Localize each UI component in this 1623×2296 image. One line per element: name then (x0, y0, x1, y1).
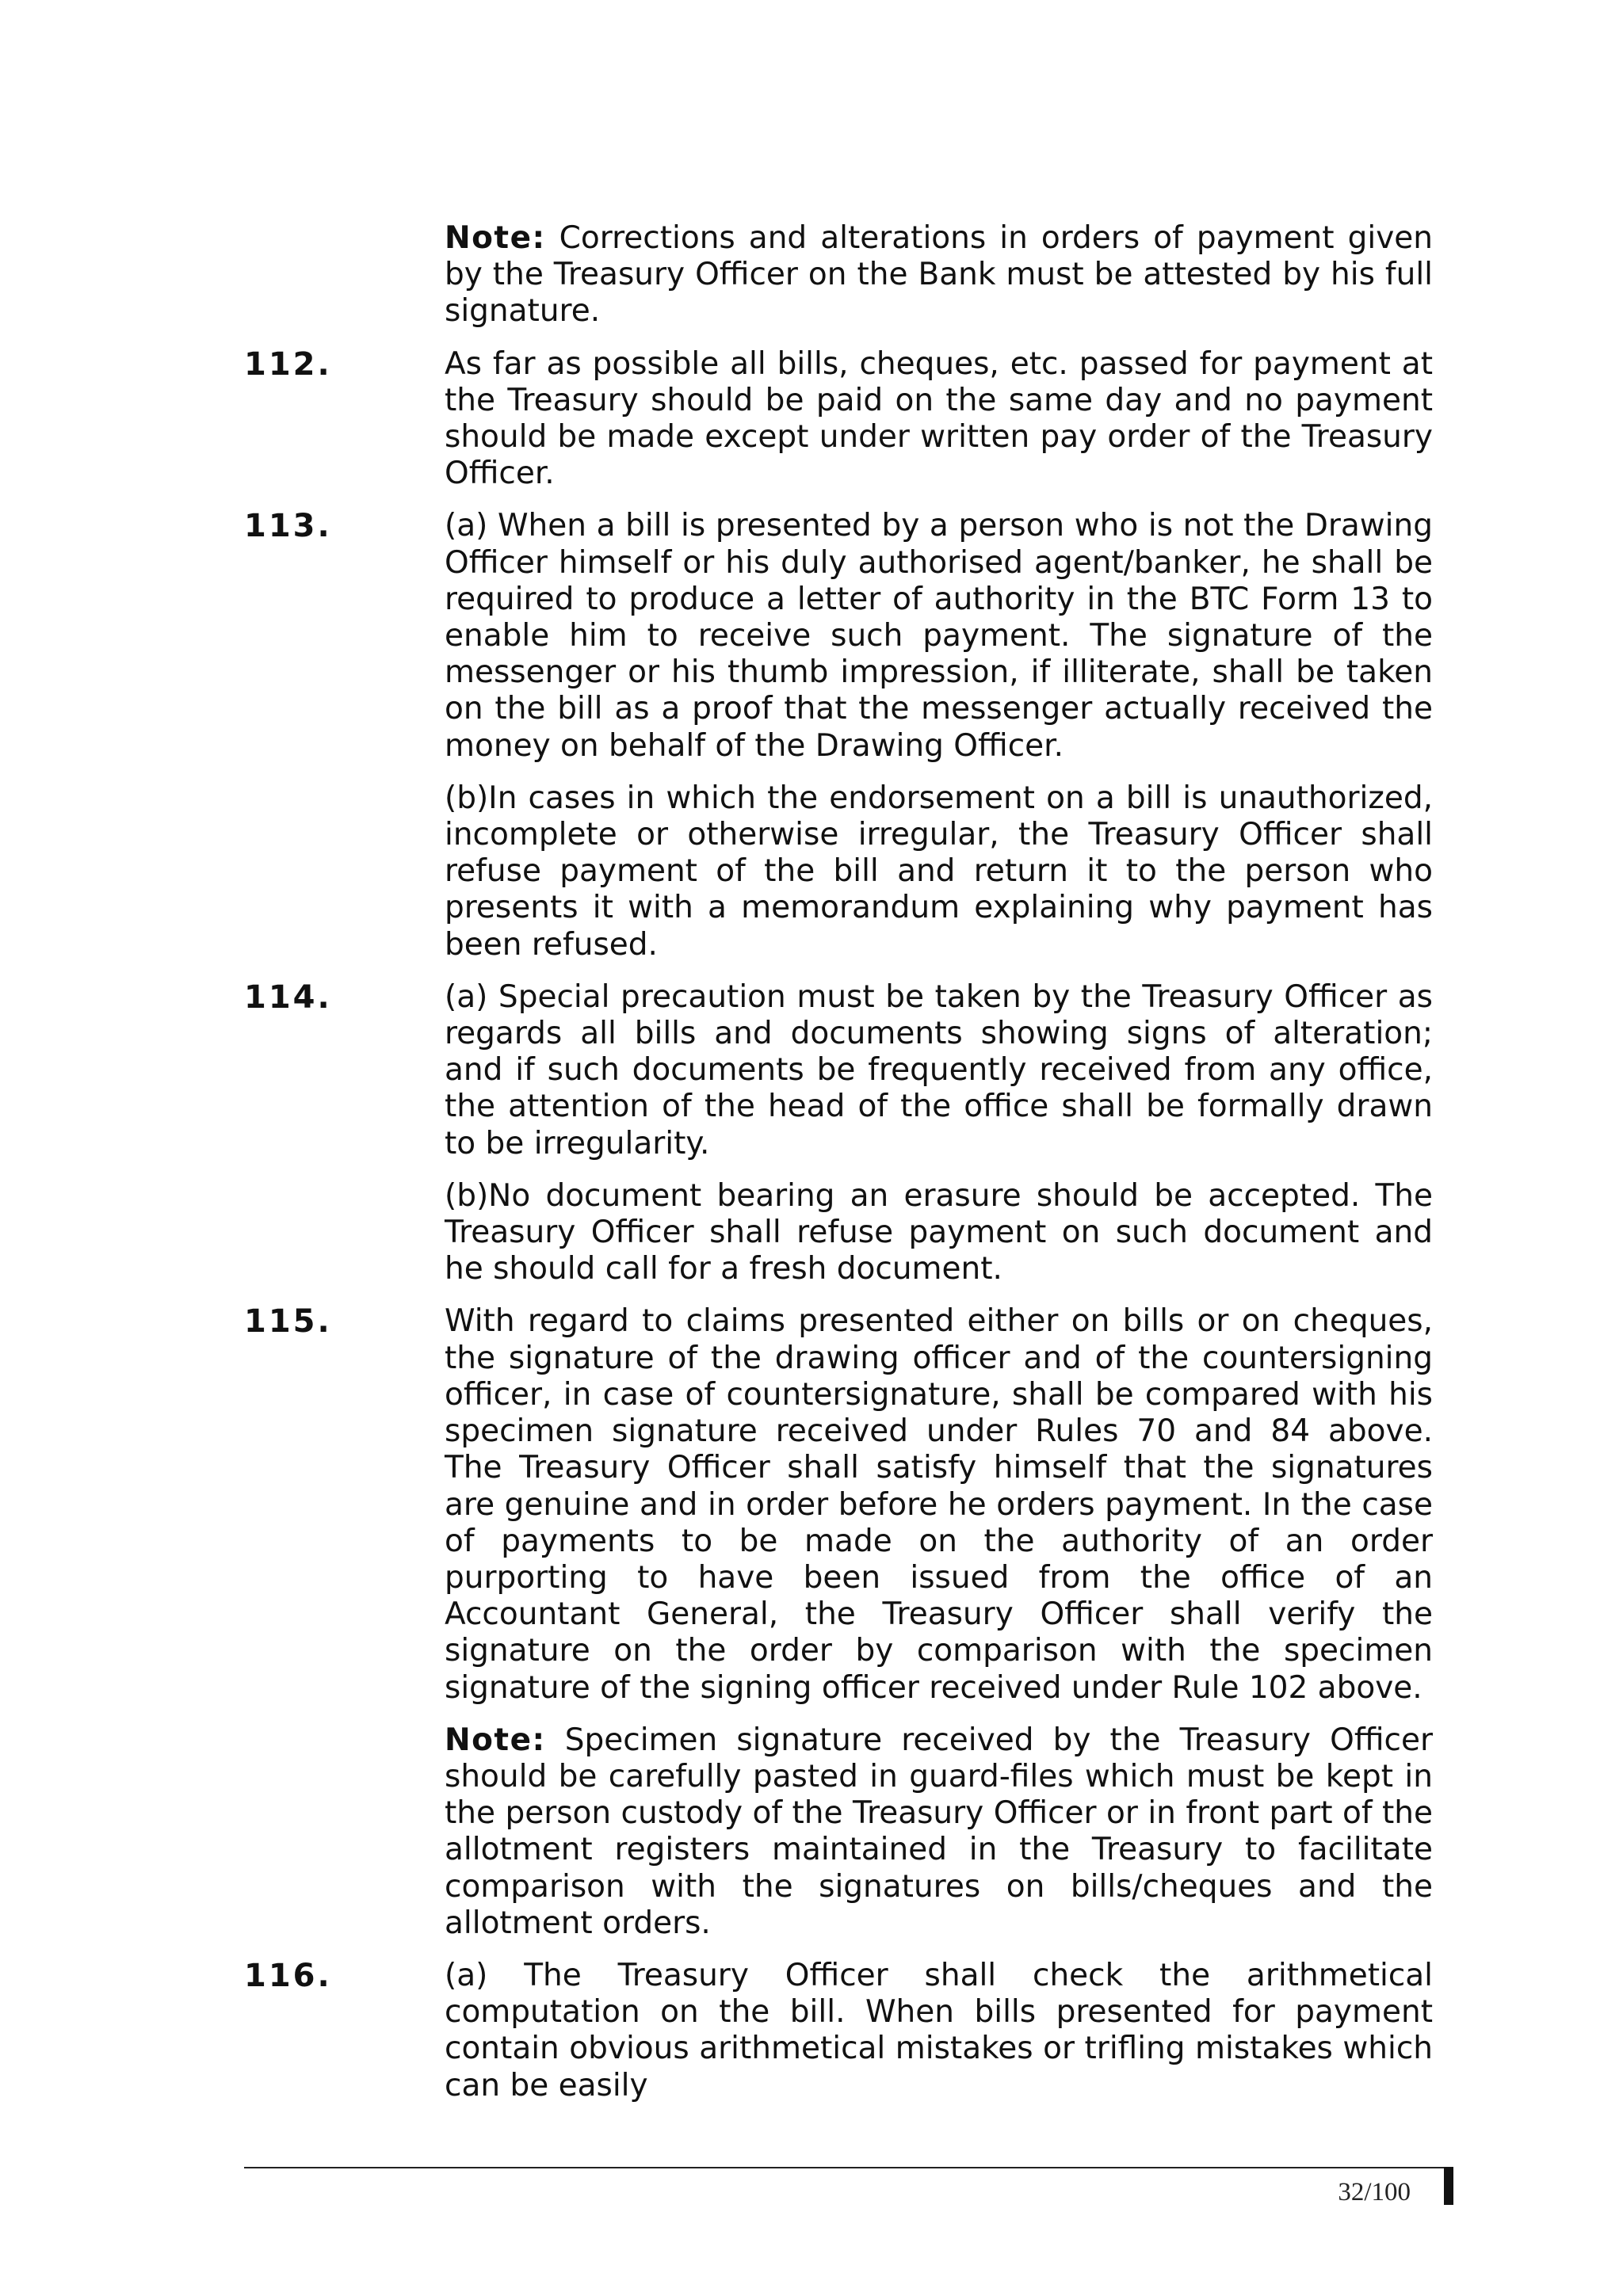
rule-block (244, 1303, 1433, 1941)
rules-list (244, 346, 1433, 2104)
paragraph-text: As far as possible all bills, cheques, etc. passed for payment at the Treasury should be paid on the same day and no payment should be made except under written pay order of the Treasury Officer. (445, 345, 1433, 492)
rule-body (445, 1958, 1433, 2104)
note-text: Corrections and alterations in orders of payment given by the Treasury Officer on the Bank must be attested by his full signature. (445, 220, 1433, 330)
rule-number: 116. (244, 1957, 332, 1994)
rule-body (445, 508, 1433, 963)
rule-paragraph (445, 780, 1433, 963)
paragraph-text: (a) Special precaution must be taken by the Treasury Officer as regards all bills and documents showing signs of alteration; and if such documents be frequently received from any office, the attention of the head of the office shall be formally drawn to be irregularity. (445, 978, 1433, 1161)
note-label: Note: (445, 220, 546, 256)
rule-paragraph (445, 346, 1433, 493)
paragraph-text: (b)In cases in which the endorsement on a bill is unauthorized, incomplete or otherwise irregular, the Treasury Officer shall refuse payment of the bill and return it to the person who presents it with a memorandum explaining why payment has been refused. (445, 780, 1433, 963)
rule-block (244, 1958, 1433, 2104)
rule-paragraph (445, 1303, 1433, 1706)
paragraph-text: (b)No document bearing an erasure should be accepted. The Treasury Officer shall refuse payment on such document and he should call for a fresh document. (445, 1177, 1433, 1287)
paragraph-text: (a) When a bill is presented by a person who is not the Drawing Officer himself or his duly authorised agent/banker, he shall be required to produce a letter of authority in the BTC Form 13 to enable him to receive such payment. The signature of the messenger or his thumb impression, if illiterate, shall be taken on the bill as a proof that the messenger actually received the money on behalf of the Drawing Officer. (445, 508, 1433, 764)
rule-paragraph (445, 979, 1433, 1162)
rule-paragraph (445, 1958, 1433, 2104)
footer-rule (244, 2167, 1445, 2168)
rule-paragraph (445, 1178, 1433, 1288)
page-content (244, 220, 1433, 2120)
rule-body (445, 979, 1433, 1288)
paragraph-text: (a) The Treasury Officer shall check the arithmetical computation on the bill. When bills presented for payment contain obvious arithmetical mistakes or trifling mistakes which can be easily (445, 1957, 1433, 2103)
paragraph-text: With regard to claims presented either on bills or on cheques, the signature of the drawing officer and of the countersigning officer, in case of countersignature, shall be compared with his specimen signature received under Rules 70 and 84 above. The Treasury Officer shall satisfy himself that the signatures are genuine and in order before he orders payment. In the case of payments to be made on the authority of an order purporting to have been issued from the office of an Accountant General, the Treasury Officer shall verify the signature on the order by comparison with the specimen signature of the signing officer received under Rule 102 above. (445, 1303, 1433, 1706)
paragraph-text: Specimen signature received by the Treasury Officer should be carefully pasted in guard-files which must be kept in the person custody of the Treasury Officer or in front part of the allotment registers maintained in the Treasury to facilitate comparison with the signatures on bills/cheques and the allotment orders. (445, 1722, 1433, 1941)
rule-number: 114. (244, 978, 332, 1016)
rule-body (445, 346, 1433, 493)
rule-body (445, 1303, 1433, 1941)
rule-paragraph (445, 508, 1433, 764)
rule-block (244, 508, 1433, 963)
rule-paragraph (445, 1722, 1433, 1942)
page-number: 32/100 (1338, 2178, 1411, 2206)
rule-number: 112. (244, 345, 332, 383)
rule-block (244, 346, 1433, 493)
page-edge-marker (1444, 2167, 1453, 2205)
rule-number: 113. (244, 508, 332, 545)
rule-block (244, 979, 1433, 1288)
rule-number: 115. (244, 1303, 332, 1341)
note-block (244, 220, 1433, 330)
note-label: Note: (445, 1722, 546, 1758)
note-paragraph (445, 220, 1433, 330)
